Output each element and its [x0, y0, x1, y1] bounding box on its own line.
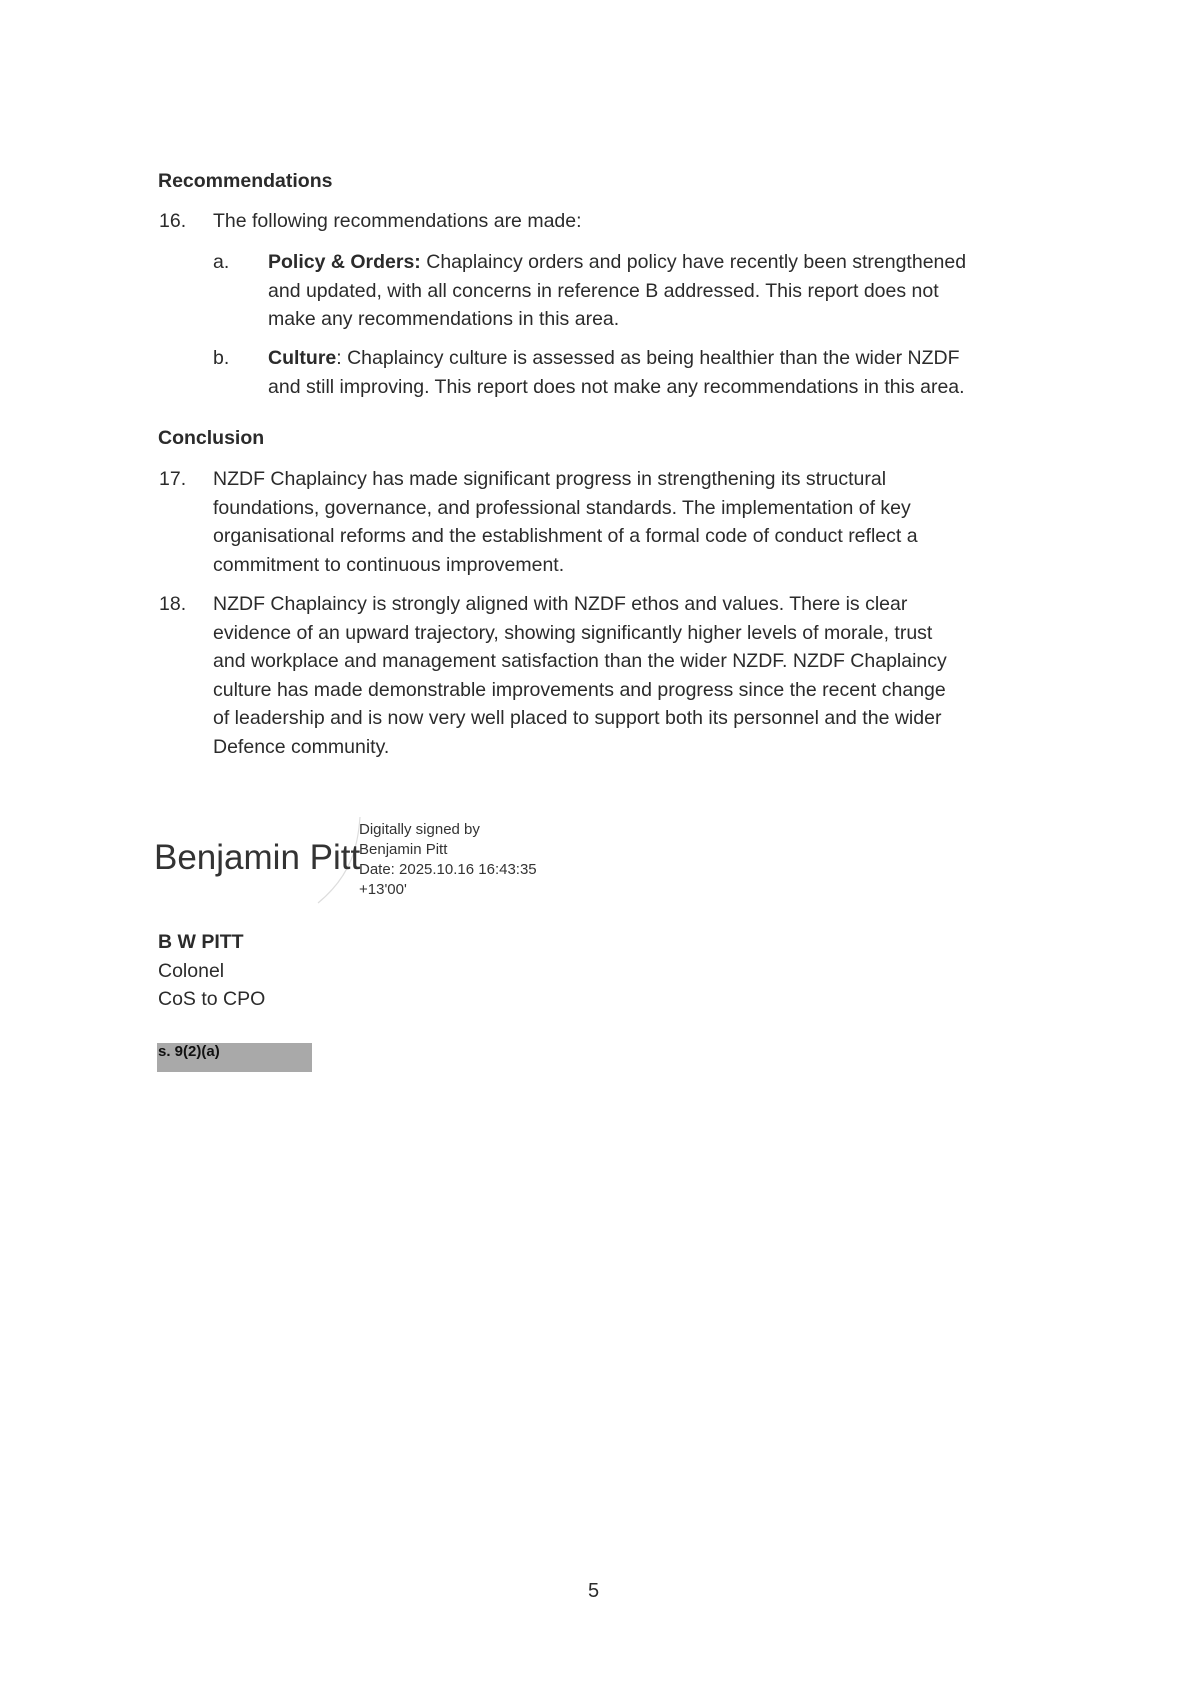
item-label: a.	[213, 251, 230, 273]
item-text: Chaplaincy orders and policy have recently been strengthened	[420, 251, 967, 273]
signatory-role: CoS to CPO	[158, 988, 266, 1010]
redaction-box	[157, 1043, 312, 1072]
paragraph-number: 16.	[159, 210, 187, 232]
item-title: Culture	[268, 347, 337, 369]
page-number: 5	[588, 1580, 600, 1602]
signature-name: Benjamin Pitt	[154, 838, 361, 877]
signature-meta-line: Benjamin Pitt	[359, 841, 448, 858]
paragraph-line: Defence community.	[213, 735, 390, 758]
signature-details	[359, 820, 537, 900]
signature-meta-line: Digitally signed by	[359, 821, 480, 838]
item-title: Policy & Orders:	[268, 251, 421, 273]
signature-meta-line: +13'00'	[359, 881, 407, 898]
recommendations-heading: Recommendations	[158, 170, 333, 192]
paragraph-line: of leadership and is now very well placed to support both its personnel and the wider	[213, 707, 942, 729]
paragraph-line: commitment to continuous improvement.	[213, 553, 565, 576]
signatory-name: B W PITT	[158, 931, 244, 953]
paragraph-text: The following recommendations are made:	[213, 210, 582, 232]
paragraph-line: NZDF Chaplaincy is strongly aligned with NZDF ethos and values. There is clear	[213, 593, 908, 615]
redaction-label: s. 9(2)(a)	[158, 1043, 220, 1060]
paragraph-line: evidence of an upward trajectory, showing significantly higher levels of morale, trust	[213, 621, 933, 644]
item-text: : Chaplaincy culture is assessed as being healthier than the wider NZDF	[336, 347, 960, 369]
signatory-rank: Colonel	[158, 959, 225, 982]
paragraph-line: and workplace and management satisfaction than the wider NZDF. NZDF Chaplaincy	[213, 650, 947, 672]
paragraph-line: NZDF Chaplaincy has made significant progress in strengthening its structural	[213, 468, 887, 490]
signature-meta-line: Date: 2025.10.16 16:43:35	[359, 861, 537, 878]
paragraph-line: organisational reforms and the establishment of a formal code of conduct reflect a	[213, 525, 918, 547]
item-text: and still improving. This report does not make any recommendations in this area.	[268, 375, 965, 398]
paragraph-line: foundations, governance, and professional standards. The implementation of key	[213, 496, 911, 519]
paragraph-number: 17.	[159, 468, 187, 490]
signatory-block	[158, 928, 265, 1014]
item-text: and updated, with all concerns in reference B addressed. This report does not	[268, 279, 939, 302]
item-label: b.	[213, 347, 230, 369]
paragraph-line: culture has made demonstrable improvements and progress since the recent change	[213, 678, 946, 701]
conclusion-heading: Conclusion	[158, 427, 265, 449]
paragraph-number: 18.	[159, 593, 187, 615]
item-text: make any recommendations in this area.	[268, 308, 620, 330]
